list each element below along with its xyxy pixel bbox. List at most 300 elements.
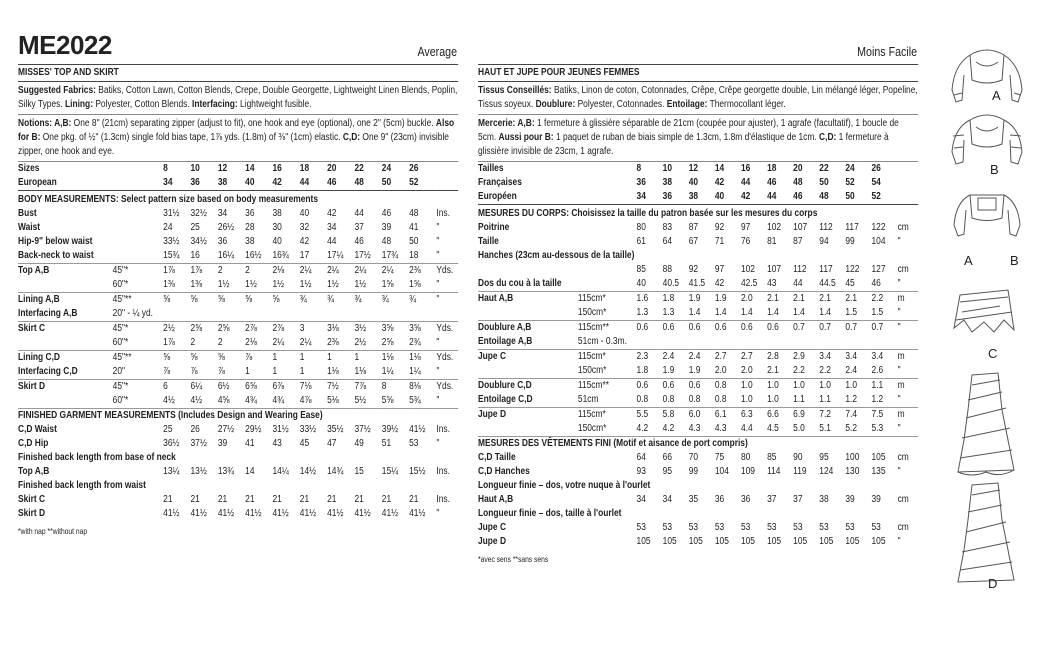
table-row: [478, 451, 918, 465]
value-cell: 114: [767, 466, 781, 477]
row-label: Haut A,B: [478, 293, 514, 304]
unit-cell: Ins.: [436, 466, 450, 477]
value-cell: 76: [740, 236, 751, 247]
table-row: [478, 190, 918, 205]
value-cell: 1.1: [793, 393, 819, 408]
value-cell: 2¼: [381, 265, 394, 276]
value-cell: 1.0: [767, 393, 793, 408]
fabric-width: [113, 437, 163, 451]
unit-cell: ": [898, 422, 918, 437]
value-cell: 33½: [299, 424, 317, 435]
value-cell: 2¾: [409, 336, 436, 351]
value-cell: 26: [871, 163, 881, 174]
value-cell: [741, 335, 767, 350]
value-cell: 0.6: [767, 322, 779, 333]
view-b-label: B: [990, 162, 999, 177]
fabric-width: [578, 465, 637, 479]
value-cell: 46: [327, 177, 337, 188]
value-cell: 36: [217, 236, 228, 247]
value-cell: 6.6: [767, 409, 779, 420]
value-cell: 14½: [299, 466, 317, 477]
value-cell: 41½: [299, 508, 317, 519]
value-cell: ¾: [381, 294, 389, 305]
value-cell: 4¾: [245, 394, 272, 409]
row-label: [18, 336, 113, 351]
value-cell: 36: [636, 177, 646, 188]
value-cell: 1.5: [871, 306, 897, 321]
value-cell: 105: [871, 452, 886, 463]
unit-cell: Ins.: [436, 424, 450, 435]
table-row: [18, 380, 458, 395]
value-cell: 122: [871, 222, 886, 233]
value-cell: 6⅞: [272, 381, 285, 392]
value-cell: 33½: [163, 236, 180, 247]
value-cell: [819, 335, 845, 350]
value-cell: [190, 307, 217, 322]
value-cell: 122: [845, 264, 860, 275]
value-cell: 14¾: [327, 466, 344, 477]
row-label: Interfacing A,B: [18, 307, 113, 322]
value-cell: 35½: [327, 424, 344, 435]
value-cell: ¾: [354, 294, 362, 305]
value-cell: 2.6: [871, 364, 897, 379]
table-row: [18, 493, 458, 507]
value-cell: 15¾: [163, 249, 190, 264]
value-cell: 2.1: [767, 293, 779, 304]
unit-cell: m: [897, 351, 905, 362]
unit-cell: m: [897, 409, 905, 420]
value-cell: 112: [819, 222, 833, 233]
unit-cell: Ins.: [436, 494, 450, 505]
unit-cell: cm: [897, 264, 909, 275]
value-cell: 119: [793, 466, 807, 477]
value-cell: [793, 335, 819, 350]
value-cell: 4.4: [741, 422, 767, 437]
view-a-back-label: A: [964, 253, 973, 268]
view-b-back-label: B: [1010, 253, 1019, 268]
value-cell: 38: [819, 494, 829, 505]
row-label: Dos du cou à la taille: [478, 277, 578, 292]
value-cell: 2¼: [272, 336, 299, 351]
value-cell: 53: [662, 522, 672, 533]
value-cell: 24: [381, 163, 392, 174]
value-cell: 21: [299, 494, 310, 505]
value-cell: 61: [636, 236, 646, 247]
fabric-width: [578, 263, 637, 277]
section-heading: Finished back length from waist: [18, 480, 146, 491]
row-label: Skirt D: [18, 508, 46, 519]
value-cell: 1.3: [663, 306, 689, 321]
value-cell: 46: [793, 191, 803, 202]
value-cell: 42: [299, 236, 310, 247]
table-row: [18, 191, 458, 208]
notions: Notions: A,B: One 8" (21cm) separating zipper (adjust to fit), one hook and eye (optional), one 2" (5cm) buckle. Also for B: One pkg. of ½" (1.3cm) single fold bias tape, 1⅞ yds. (1.8m) of ⅜" (1cm) elastic. C,D: One 9" (23cm) invisible zipper, one hook and eye.: [18, 115, 458, 162]
row-label: Jupe D: [478, 536, 507, 547]
row-label: Top A,B: [18, 265, 50, 276]
value-cell: 44: [327, 236, 337, 247]
table-row: [478, 176, 918, 190]
value-cell: 93: [636, 466, 646, 477]
value-cell: 1.0: [793, 380, 805, 391]
table-row: [478, 321, 918, 336]
value-cell: 13¾: [217, 466, 235, 477]
value-cell: 14¼: [272, 466, 289, 477]
value-cell: [689, 335, 715, 350]
row-label: European: [18, 177, 57, 188]
value-cell: 26: [409, 163, 419, 174]
value-cell: 30: [272, 222, 282, 233]
value-cell: [354, 307, 381, 322]
unit-cell: ": [898, 277, 918, 292]
value-cell: 6.0: [688, 409, 701, 420]
value-cell: 1.2: [871, 393, 897, 408]
table-row: [478, 521, 918, 535]
value-cell: 6.3: [740, 409, 753, 420]
french-title: HAUT ET JUPE POUR JEUNES FEMMES: [478, 64, 918, 82]
value-cell: 1.4: [689, 306, 715, 321]
value-cell: 46: [767, 177, 777, 188]
unit-cell: ": [898, 364, 918, 379]
suggested-fabrics: Suggested Fabrics: Batiks, Cotton Lawn, Cotton Blends, Crepe, Double Georgette, Lightweight Linen Blends, Poplin, Silky Types. Lining: Polyester, Cotton Blends. Interfacing: Lightweight fusible.: [18, 82, 458, 115]
unit-cell: ": [436, 236, 440, 247]
value-cell: 1.8: [662, 293, 675, 304]
value-cell: 14: [245, 163, 255, 174]
value-cell: 47: [327, 438, 337, 449]
value-cell: 0.6: [636, 380, 649, 391]
value-cell: 22: [354, 163, 364, 174]
value-cell: 88: [662, 264, 672, 275]
value-cell: 35: [688, 494, 699, 505]
value-cell: 75: [714, 452, 725, 463]
unit-cell: ": [436, 365, 457, 380]
value-cell: 44: [767, 191, 777, 202]
table-row: [18, 322, 458, 337]
value-cell: 1.6: [636, 293, 649, 304]
value-cell: 6: [163, 381, 168, 392]
value-cell: 38: [217, 177, 228, 188]
table-row: [478, 277, 918, 292]
view-d-label: D: [988, 576, 998, 591]
value-cell: 2¼: [354, 265, 367, 276]
value-cell: ¾: [409, 294, 417, 305]
value-cell: 41½: [217, 508, 235, 519]
value-cell: 2⅞: [245, 323, 257, 334]
table-row: [18, 365, 458, 380]
value-cell: 36½: [163, 438, 180, 449]
view-c-label: C: [988, 346, 998, 361]
table-row: [478, 437, 918, 452]
value-cell: 102: [767, 222, 782, 233]
value-cell: 5.5: [636, 409, 649, 420]
row-label: Poitrine: [478, 222, 510, 233]
value-cell: 18: [767, 163, 777, 174]
value-cell: 12: [688, 163, 699, 174]
value-cell: 0.7: [793, 322, 805, 333]
table-row: [478, 422, 918, 437]
fabric-width: 115cm*: [577, 293, 606, 304]
value-cell: 0.7: [871, 322, 884, 333]
fabric-width: [578, 535, 637, 549]
value-cell: 21: [354, 494, 364, 505]
value-cell: 40: [714, 191, 725, 202]
value-cell: 3⅝: [409, 323, 421, 334]
value-cell: 6¼: [190, 381, 203, 392]
unit-cell: [898, 335, 918, 350]
unit-cell: ": [898, 306, 918, 321]
value-cell: 127: [871, 264, 886, 275]
value-cell: 39: [381, 222, 392, 233]
row-label: Hip-9" below waist: [18, 236, 93, 247]
value-cell: 83: [662, 222, 672, 233]
value-cell: 38: [245, 236, 255, 247]
value-cell: 8⅛: [409, 381, 421, 392]
view-b-sketch: [952, 115, 1022, 164]
row-label: Entoilage C,D: [478, 393, 578, 408]
value-cell: 95: [662, 466, 672, 477]
value-cell: 1: [299, 352, 305, 363]
table-row: [478, 465, 918, 479]
english-measurement-table: [18, 162, 458, 521]
value-cell: 31½: [272, 424, 289, 435]
garment-sketches: [942, 40, 1057, 600]
value-cell: 95: [819, 452, 829, 463]
difficulty-en: Average: [417, 44, 457, 59]
value-cell: 39: [845, 494, 855, 505]
table-row: [18, 394, 458, 409]
value-cell: 14: [714, 163, 725, 174]
value-cell: 36: [190, 177, 200, 188]
value-cell: 4⅝: [218, 394, 245, 409]
value-cell: 37: [354, 222, 364, 233]
value-cell: 34: [636, 494, 646, 505]
unit-cell: [898, 176, 918, 190]
value-cell: 2⅞: [272, 323, 285, 334]
unit-cell: [898, 190, 918, 205]
value-cell: 21: [163, 494, 173, 505]
value-cell: 1.0: [845, 380, 858, 391]
value-cell: 34: [662, 494, 672, 505]
value-cell: 44: [793, 277, 819, 292]
value-cell: 53: [688, 522, 699, 533]
fabric-width: 51cm - 0.3m.: [578, 335, 637, 350]
fabric-width: 60"*: [113, 336, 163, 351]
value-cell: 105: [871, 536, 886, 547]
value-cell: [218, 307, 245, 322]
value-cell: 3.4: [819, 351, 831, 362]
footnote: *with nap **without nap: [18, 527, 88, 536]
value-cell: 41½: [381, 508, 399, 519]
value-cell: 1⅞: [163, 336, 190, 351]
value-cell: 1.4: [793, 306, 819, 321]
row-label: Françaises: [478, 177, 522, 188]
value-cell: 17: [300, 249, 327, 264]
row-label: Sizes: [18, 163, 40, 174]
english-column: [18, 64, 458, 539]
value-cell: 54: [871, 177, 881, 188]
unit-cell: ": [897, 236, 901, 247]
value-cell: 105: [714, 536, 729, 547]
value-cell: 41: [409, 222, 419, 233]
value-cell: 92: [714, 222, 725, 233]
table-row: [478, 408, 918, 423]
value-cell: 0.6: [688, 322, 701, 333]
table-row: [18, 221, 458, 235]
value-cell: 42: [272, 177, 282, 188]
table-row: [478, 292, 918, 307]
value-cell: 48: [354, 177, 364, 188]
value-cell: 94: [819, 236, 829, 247]
value-cell: 2.0: [741, 364, 767, 379]
value-cell: 0.8: [663, 393, 689, 408]
table-row: [18, 162, 458, 176]
value-cell: 41½: [409, 424, 426, 435]
value-cell: 130: [845, 466, 860, 477]
value-cell: 2.4: [688, 351, 701, 362]
table-row: [18, 465, 458, 479]
table-row: [478, 335, 918, 350]
unit-cell: [436, 162, 457, 176]
section-heading: Hanches (23cm au-dessous de la taille): [478, 250, 635, 261]
value-cell: 3: [299, 323, 305, 334]
value-cell: 44: [354, 208, 364, 219]
value-cell: 3.4: [871, 351, 884, 362]
value-cell: 18: [299, 163, 310, 174]
unit-cell: ": [897, 536, 901, 547]
fabric-width: [578, 235, 637, 249]
unit-cell: ": [436, 394, 457, 409]
table-row: [18, 336, 458, 351]
value-cell: 1.8: [637, 364, 663, 379]
value-cell: 53: [714, 522, 725, 533]
value-cell: 1½: [354, 278, 381, 293]
mercerie: Mercerie: A,B: 1 fermeture à glissière séparable de 21cm (coupée pour ajuster), 1 agrafe (facultatif), 1 boucle de 5cm. Aussi pour B: 1 paquet de ruban de biais simple de 1.3cm, 1.8m d'élastique de 1cm. C,D: 1 fermeture à glissière invisible de 23cm, 1 agrafe.: [478, 115, 918, 162]
section-heading: MESURES DES VÊTEMENTS FINI (Motif et aisance de port compris): [478, 438, 748, 449]
fabric-width: [578, 493, 637, 507]
value-cell: 43: [272, 438, 282, 449]
value-cell: 16¾: [272, 249, 299, 264]
row-label: C,D Waist: [18, 424, 57, 435]
unit-cell: m: [897, 380, 905, 391]
section-heading: BODY MEASUREMENTS: Select pattern size based on body measurements: [18, 191, 458, 208]
value-cell: 0.8: [689, 393, 715, 408]
unit-cell: ": [436, 249, 457, 264]
value-cell: 87: [688, 222, 699, 233]
table-row: [478, 350, 918, 365]
value-cell: 1⅝: [409, 278, 436, 293]
value-cell: ¾: [327, 294, 335, 305]
value-cell: 5.3: [871, 422, 897, 437]
value-cell: 39: [217, 438, 228, 449]
value-cell: 36: [245, 208, 255, 219]
value-cell: 2⅜: [327, 336, 354, 351]
fabric-width: 45"*: [112, 381, 129, 392]
value-cell: 107: [793, 222, 808, 233]
row-label: Back-neck to waist: [18, 249, 113, 264]
unit-cell: ": [898, 393, 918, 408]
value-cell: 21: [272, 494, 282, 505]
value-cell: 48: [409, 208, 419, 219]
value-cell: 52: [409, 177, 419, 188]
value-cell: 1: [300, 365, 327, 380]
value-cell: 107: [767, 264, 782, 275]
value-cell: 18: [409, 249, 436, 264]
value-cell: 36: [740, 494, 751, 505]
value-cell: 26½: [217, 222, 235, 233]
value-cell: 51: [381, 438, 392, 449]
value-cell: 38: [272, 208, 282, 219]
unit-cell: cm: [897, 522, 909, 533]
value-cell: 46: [871, 277, 897, 292]
unit-cell: ": [436, 438, 440, 449]
value-cell: 90: [793, 452, 803, 463]
value-cell: 1.4: [767, 306, 793, 321]
value-cell: 45: [845, 277, 871, 292]
value-cell: 10: [662, 163, 672, 174]
view-illustrations: [942, 40, 1057, 600]
value-cell: 4½: [190, 394, 217, 409]
value-cell: 41½: [354, 508, 371, 519]
unit-cell: ": [436, 222, 440, 233]
row-label: Lining C,D: [18, 352, 60, 363]
value-cell: 13½: [190, 466, 207, 477]
value-cell: 28: [245, 222, 255, 233]
value-cell: 2.0: [740, 293, 753, 304]
value-cell: 64: [662, 236, 672, 247]
row-label: Skirt D: [18, 381, 46, 392]
value-cell: 42: [715, 277, 741, 292]
fabric-width: [578, 176, 637, 190]
value-cell: 44.5: [819, 277, 845, 292]
value-cell: 64: [636, 452, 646, 463]
value-cell: 2: [218, 336, 245, 351]
row-label: [478, 422, 578, 437]
value-cell: [382, 307, 409, 322]
value-cell: 2.2: [793, 364, 819, 379]
row-label: Haut A,B: [478, 494, 514, 505]
value-cell: 50: [845, 191, 855, 202]
value-cell: 2.8: [767, 351, 779, 362]
fabric-width: 150cm*: [578, 364, 637, 379]
value-cell: 2.2: [871, 293, 884, 304]
value-cell: 5.2: [845, 422, 871, 437]
fabric-width: [578, 162, 637, 176]
section-heading: MESURES DU CORPS: Choisissez la taille du patron basée sur les mesures du corps: [478, 205, 918, 222]
value-cell: 39½: [381, 424, 399, 435]
fabric-width: 150cm*: [578, 422, 637, 437]
value-cell: 16: [272, 163, 282, 174]
value-cell: [871, 335, 897, 350]
value-cell: ⅝: [190, 352, 198, 363]
value-cell: [663, 335, 689, 350]
value-cell: 1.9: [689, 364, 715, 379]
table-row: [18, 207, 458, 221]
unit-cell: Yds.: [436, 265, 454, 276]
row-label: Taille: [478, 236, 499, 247]
value-cell: 105: [662, 536, 677, 547]
value-cell: 0.6: [662, 322, 675, 333]
value-cell: 67: [688, 236, 699, 247]
value-cell: 39: [871, 494, 881, 505]
fabric-width: [113, 162, 163, 176]
table-row: [478, 249, 918, 263]
value-cell: 14: [245, 466, 255, 477]
value-cell: 2¼: [327, 265, 339, 276]
value-cell: 1: [327, 352, 332, 363]
fabric-width: 45"*: [112, 265, 129, 276]
value-cell: ⅞: [218, 365, 245, 380]
value-cell: 97: [714, 264, 725, 275]
table-row: [18, 293, 458, 308]
